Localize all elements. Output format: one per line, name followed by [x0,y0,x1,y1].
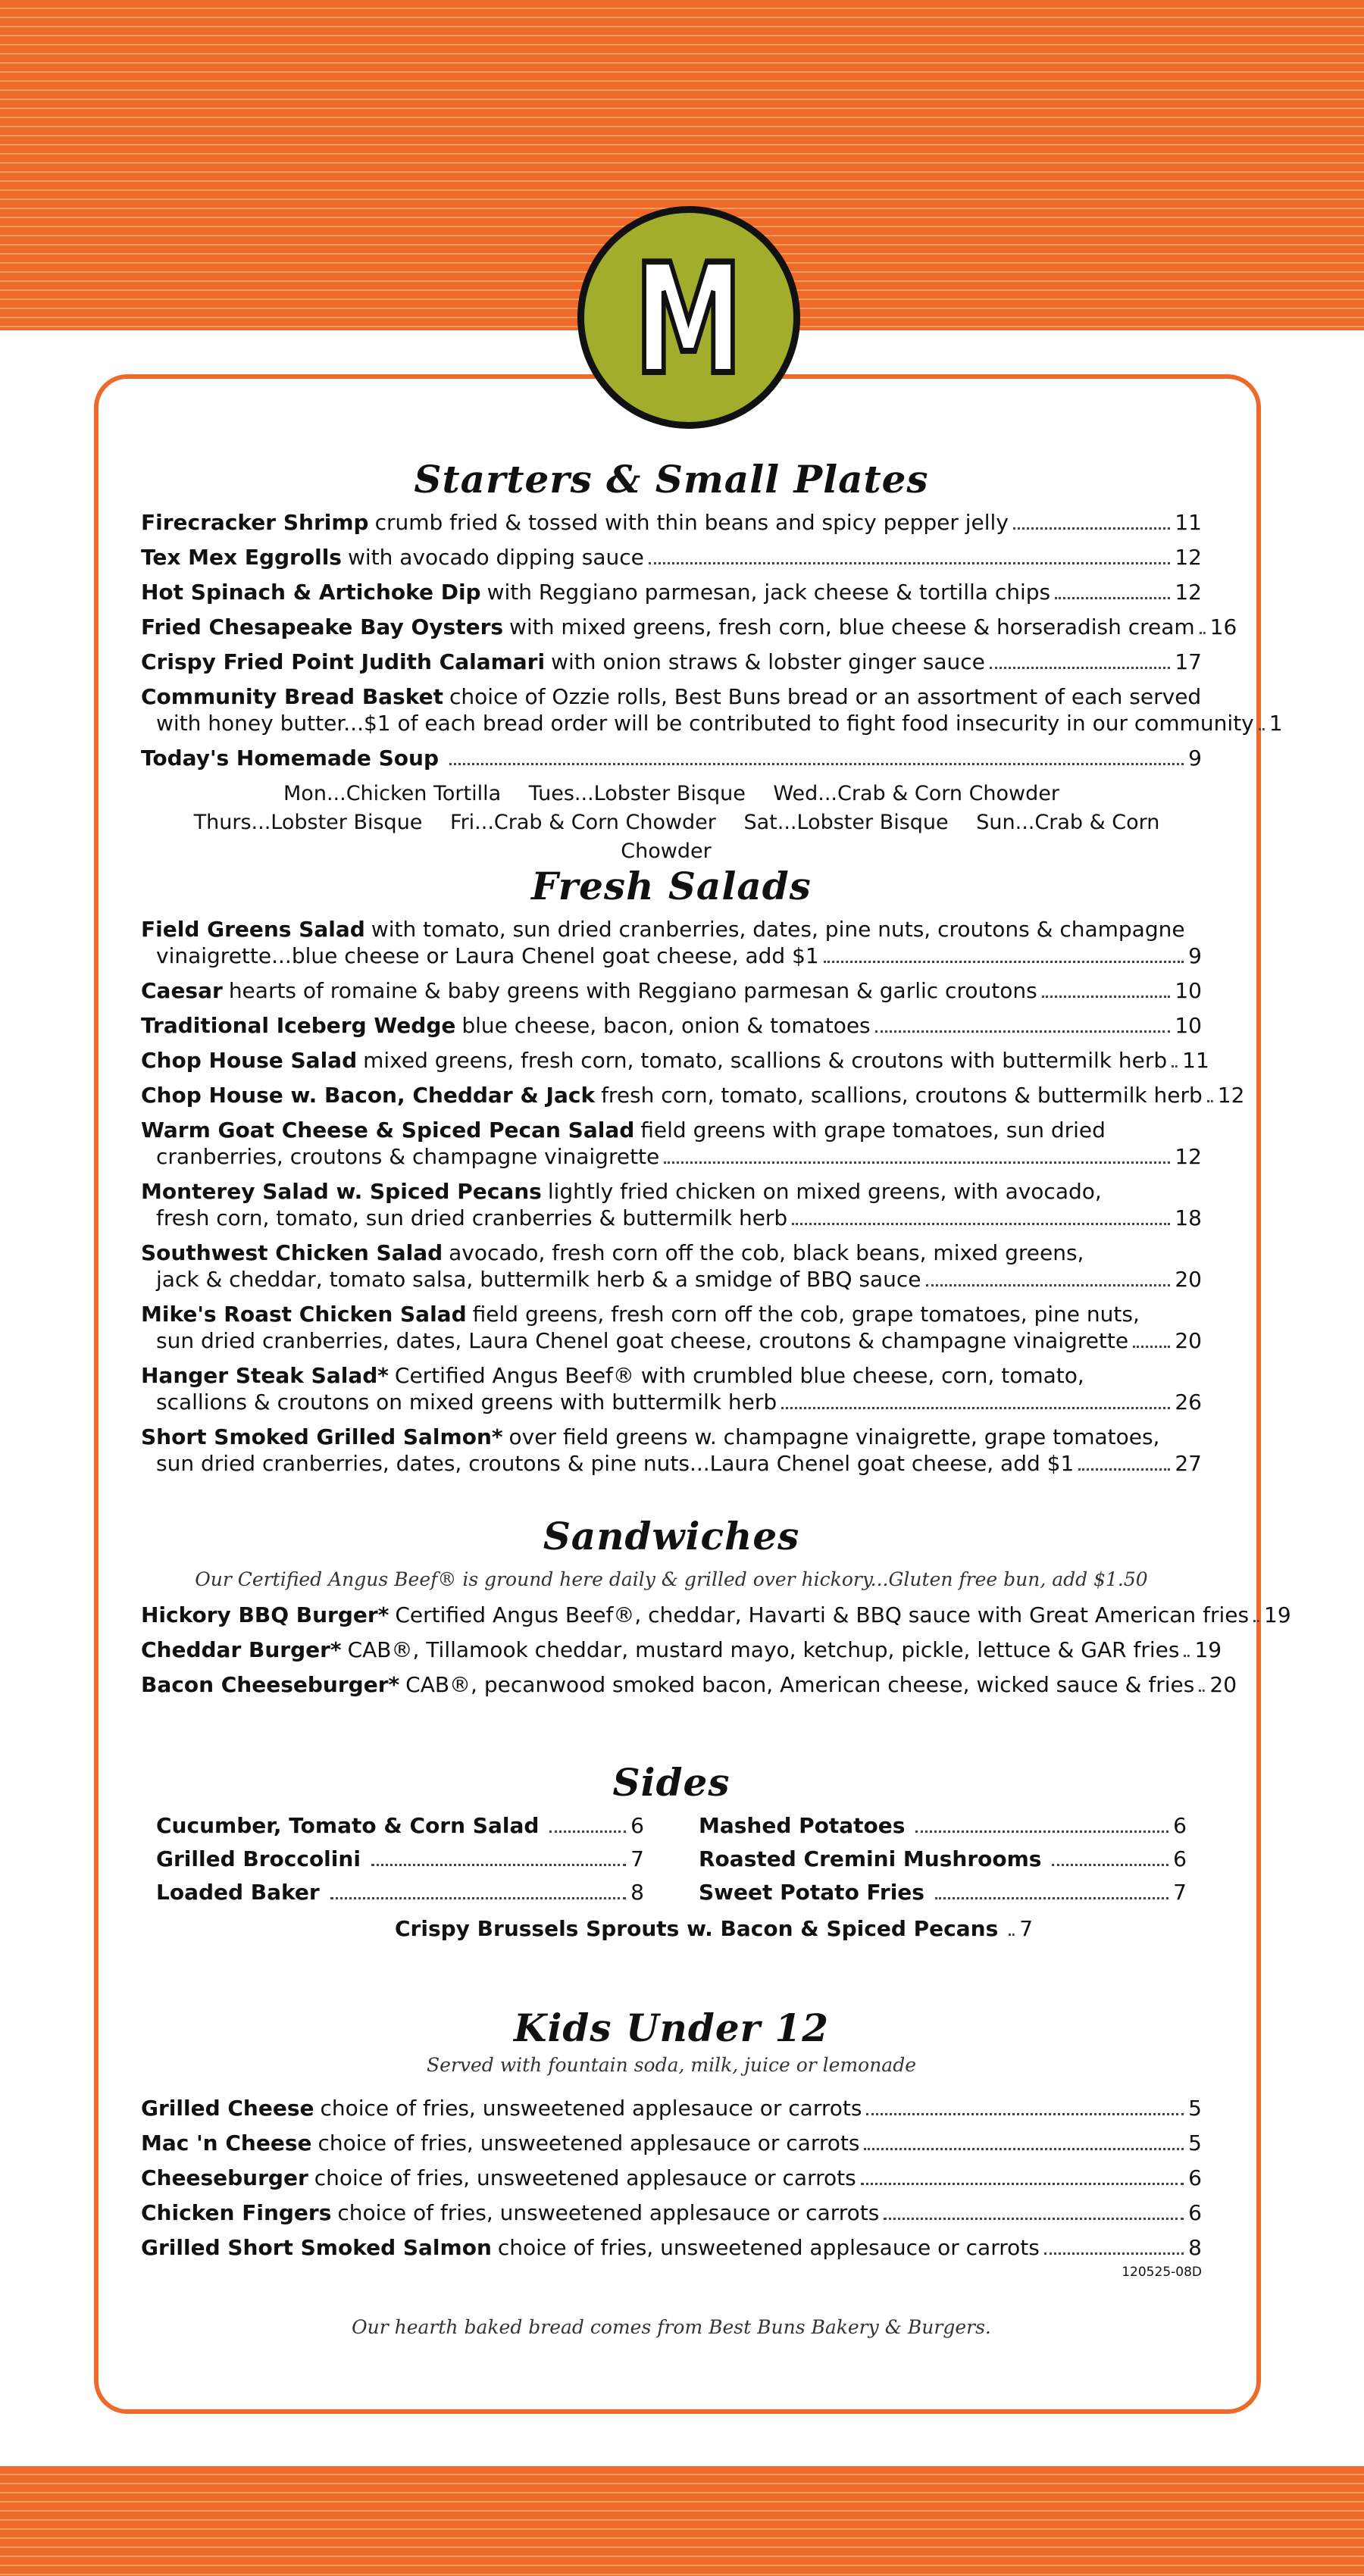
dot-leader [1009,1934,1015,1936]
soup-day: Tues...Lobster Bisque [528,782,746,805]
side-item [699,1846,1187,1872]
item-price: 8 [1188,2235,1202,2260]
section-title: Sides [612,1760,730,1805]
kids-list [141,2095,1202,2261]
item-first-line [141,509,1202,536]
item-name: Hanger Steak Salad* [141,1363,389,1388]
menu-code: 120525-08D [1122,2265,1202,2280]
item-name: Mike's Roast Chicken Salad [141,1302,467,1327]
menu-item [141,614,1237,640]
item-first-line [141,1082,1245,1108]
item-first-line [141,544,1202,571]
side-name: Sweet Potato Fries [699,1880,924,1905]
soup-days-row-2 [141,808,1202,866]
salads-list [141,916,1245,1477]
item-first-line [141,649,1202,675]
menu-item [141,1240,1202,1293]
item-continued-line [141,943,1202,969]
item-name: Community Bread Basket [141,684,443,709]
menu-item [141,1117,1202,1170]
menu-item [141,1602,1291,1628]
section-title: Fresh Salads [531,864,812,908]
sides-left-column [156,1812,644,1912]
menu-item [141,1047,1209,1074]
item-name: Chop House Salad [141,1048,358,1073]
item-first-line [141,1117,1202,1143]
item-description: choice of fries, unsweetened applesauce or carrots [320,2096,862,2121]
item-price: 9 [1188,943,1202,968]
logo-letter: M [634,232,743,408]
item-description: fresh corn, tomato, sun dried cranberries & buttermilk herb [156,1205,788,1230]
item-name: Crispy Fried Point Judith Calamari [141,649,546,674]
dot-leader [1052,1864,1168,1866]
dot-leader [1042,996,1171,998]
side-name: Loaded Baker [156,1880,320,1905]
bread-footnote: Our hearth baked bread comes from Best Buns Bakery & Burgers. [352,2316,991,2338]
dot-leader [664,1161,1170,1164]
item-price: 20 [1175,1328,1202,1353]
item-price: 12 [1175,580,1202,605]
item-name: Grilled Short Smoked Salmon [141,2235,492,2260]
item-first-line [141,1671,1237,1698]
kids-section [141,2005,1202,2280]
item-description: choice of fries, unsweetened applesauce or carrots [318,2131,860,2156]
item-name: Warm Goat Cheese & Spiced Pecan Salad [141,1118,635,1143]
item-first-line [141,2199,1202,2226]
item-first-line [141,2165,1202,2191]
dot-leader [926,1284,1171,1286]
dot-leader [1044,2252,1184,2255]
soup-day: Mon...Chicken Tortilla [283,782,502,805]
item-description: over field greens w. champagne vinaigrette, grape tomatoes, [508,1424,1160,1449]
item-description: fresh corn, tomato, scallions, croutons & buttermilk herb [601,1083,1203,1108]
side-item [156,1846,644,1872]
item-description: crumb fried & tossed with thin beans and spicy pepper jelly [374,510,1009,535]
item-description: sun dried cranberries, dates, croutons & pine nuts...Laura Chenel goat cheese, add $1 [156,1451,1075,1476]
item-first-line [141,1424,1202,1450]
item-name: Bacon Cheeseburger* [141,1672,400,1697]
side-price: 6 [630,1813,644,1838]
item-first-line [141,579,1202,605]
item-first-line [141,1047,1209,1074]
side-item [156,1812,644,1839]
dot-leader [824,961,1184,963]
dot-leader [1013,527,1170,530]
side-item [395,1915,1034,1942]
item-continued-line [141,1143,1202,1170]
item-price: 11 [1175,510,1202,535]
sandwiches-note: Our Certified Angus Beef® is ground here daily & grilled over hickory...Gluten free bun, add $1.50 [195,1568,1148,1590]
menu-item [141,1671,1237,1698]
item-description: with Reggiano parmesan, jack cheese & tortilla chips [486,580,1051,605]
side-price: 6 [1173,1813,1187,1838]
bottom-stripe-band [0,2466,1364,2576]
dot-leader [1259,728,1265,730]
dot-leader [1199,1690,1205,1692]
menu-item [141,1178,1202,1231]
menu-item [141,2165,1202,2191]
item-description: jack & cheddar, tomato salsa, buttermilk herb & a smidge of BBQ sauce [156,1267,921,1292]
soup-day: Thurs...Lobster Bisque [193,811,423,834]
item-description: choice of fries, unsweetened applesauce or carrots [314,2165,856,2190]
dot-leader [330,1897,626,1899]
item-continued-line [141,1327,1202,1354]
side-item [699,1812,1187,1839]
menu-item [141,1362,1202,1415]
menu-item [141,916,1202,969]
item-name: Monterey Salad w. Spiced Pecans [141,1179,542,1204]
dot-leader [549,1830,626,1833]
menu-item [141,745,1202,771]
sandwiches-list [141,1602,1291,1698]
item-continued-line [141,1205,1202,1231]
item-name: Mac 'n Cheese [141,2131,312,2156]
item-first-line [141,916,1202,943]
dot-leader [649,562,1170,564]
dot-leader [935,1897,1168,1899]
item-name: Short Smoked Grilled Salmon* [141,1424,503,1449]
item-first-line [141,2130,1202,2156]
item-price: 19 [1194,1637,1222,1662]
dot-leader [884,2218,1184,2220]
item-price: 18 [1175,1205,1202,1230]
item-name: Southwest Chicken Salad [141,1240,443,1265]
item-price: 5 [1188,2131,1202,2156]
dot-leader [1133,1346,1170,1348]
dot-leader [1207,1100,1213,1102]
menu-item [141,1082,1245,1108]
item-name: Field Greens Salad [141,917,365,942]
item-name: Traditional Iceberg Wedge [141,1013,456,1038]
item-first-line [141,977,1202,1004]
item-first-line [141,1301,1202,1327]
item-name: Cheddar Burger* [141,1637,342,1662]
item-description: cranberries, croutons & champagne vinaigrette [156,1144,660,1169]
item-description: field greens, fresh corn off the cob, grape tomatoes, pine nuts, [472,1302,1140,1327]
item-description: choice of fries, unsweetened applesauce or carrots [337,2200,880,2225]
dot-leader [371,1864,626,1866]
item-name: Cheeseburger [141,2165,308,2190]
side-price: 6 [1173,1846,1187,1871]
section-title: Starters & Small Plates [414,457,929,502]
footnote-block [141,2314,1202,2340]
item-description: with mixed greens, fresh corn, blue cheese & horseradish cream [509,614,1195,639]
item-name: Chop House w. Bacon, Cheddar & Jack [141,1083,596,1108]
item-first-line [141,1602,1291,1628]
item-price: 6 [1188,2200,1202,2225]
item-description: sun dried cranberries, dates, Laura Chenel goat cheese, croutons & champagne vinaigrette [156,1328,1129,1353]
side-price: 7 [1019,1916,1034,1941]
side-name: Grilled Broccolini [156,1846,361,1871]
item-continued-line [141,1266,1202,1293]
dot-leader [449,763,1184,765]
menu-item [141,2130,1202,2156]
item-price: 10 [1175,1013,1202,1038]
item-continued-line [141,710,1283,736]
dot-leader [1055,597,1170,599]
side-name: Mashed Potatoes [699,1813,906,1838]
section-title: Sandwiches [543,1514,800,1558]
section-title: Kids Under 12 [513,2005,830,2050]
item-price: 1 [1269,711,1283,736]
item-description: blue cheese, bacon, onion & tomatoes [461,1013,871,1038]
item-continued-line [141,1389,1202,1415]
menu-item [141,2095,1202,2121]
item-first-line [141,1637,1222,1663]
item-price: 19 [1264,1602,1291,1627]
item-price: 11 [1182,1048,1209,1073]
item-description: scallions & croutons on mixed greens with buttermilk herb [156,1390,777,1415]
item-first-line [141,2234,1202,2261]
item-price: 5 [1188,2096,1202,2121]
sides-center-row [141,1915,1202,1942]
item-price: 12 [1175,545,1202,570]
menu-item [141,579,1202,605]
menu-item [141,509,1202,536]
dot-leader [864,2148,1184,2150]
soup-days-row-1 [141,780,1202,808]
item-description: choice of Ozzie rolls, Best Buns bread or an assortment of each served [449,684,1202,709]
item-first-line [141,1362,1202,1389]
side-item [156,1879,644,1905]
dot-leader [1253,1620,1259,1622]
sides-right-column [699,1812,1187,1912]
dot-leader [1078,1468,1170,1471]
item-description: choice of fries, unsweetened applesauce or carrots [497,2235,1040,2260]
item-price: 12 [1217,1083,1245,1108]
item-name: Chicken Fingers [141,2200,332,2225]
side-name: Crispy Brussels Sprouts w. Bacon & Spiced Pecans [395,1916,999,1941]
item-name: Fried Chesapeake Bay Oysters [141,614,504,639]
item-name: Grilled Cheese [141,2096,314,2121]
item-description: with onion straws & lobster ginger sauce [551,649,985,674]
item-name: Hot Spinach & Artichoke Dip [141,580,481,605]
logo-badge [577,206,800,429]
item-description: vinaigrette...blue cheese or Laura Chenel goat cheese, add $1 [156,943,819,968]
item-description: lightly fried chicken on mixed greens, with avocado, [547,1179,1102,1204]
soup-day: Wed...Crab & Corn Chowder [773,782,1059,805]
dot-leader [1172,1065,1178,1068]
item-first-line [141,1012,1202,1039]
item-description: mixed greens, fresh corn, tomato, scallions & croutons with buttermilk herb [363,1048,1168,1073]
item-price: 17 [1175,649,1202,674]
dot-leader [990,667,1170,669]
item-description: Certified Angus Beef®, cheddar, Havarti & BBQ sauce with Great American fries [395,1602,1250,1627]
soup-day: Sat...Lobster Bisque [743,811,949,834]
item-price: 9 [1188,746,1202,771]
side-price: 7 [630,1846,644,1871]
sandwiches-section [141,1513,1291,1706]
item-name: Hickory BBQ Burger* [141,1602,389,1627]
dot-leader [781,1407,1170,1409]
item-name: Tex Mex Eggrolls [141,545,342,570]
side-name: Cucumber, Tomato & Corn Salad [156,1813,540,1838]
dot-leader [866,2113,1184,2115]
menu-item [141,1424,1202,1477]
dot-leader [1184,1655,1190,1657]
item-first-line [141,2095,1202,2121]
kids-note: Served with fountain soda, milk, juice or lemonade [426,2054,917,2076]
item-first-line [141,614,1237,640]
sides-grid [141,1812,1202,1912]
dot-leader [875,1030,1171,1033]
item-name: Today's Homemade Soup [141,746,439,771]
item-name: Firecracker Shrimp [141,510,369,535]
item-description: CAB®, Tillamook cheddar, mustard mayo, ketchup, pickle, lettuce & GAR fries [347,1637,1180,1662]
menu-item [141,977,1202,1004]
item-continued-line [141,1450,1202,1477]
item-price: 26 [1175,1390,1202,1415]
item-first-line [141,683,1202,710]
soup-day: Fri...Crab & Corn Chowder [450,811,716,834]
item-first-line [141,1178,1202,1205]
item-price: 6 [1188,2165,1202,2190]
item-description: with honey butter...$1 of each bread order will be contributed to fight food insecurity in our community [156,711,1254,736]
item-description: with avocado dipping sauce [347,545,644,570]
menu-item [141,1012,1202,1039]
starters-list [141,509,1283,771]
item-price: 10 [1175,978,1202,1003]
item-description: hearts of romaine & baby greens with Reggiano parmesan & garlic croutons [228,978,1037,1003]
item-description: CAB®, pecanwood smoked bacon, American cheese, wicked sauce & fries [405,1672,1195,1697]
item-price: 20 [1209,1672,1237,1697]
menu-item [141,2199,1202,2226]
side-price: 8 [630,1880,644,1905]
starters-section [141,456,1283,866]
item-description: avocado, fresh corn off the cob, black beans, mixed greens, [449,1240,1084,1265]
item-name: Caesar [141,978,223,1003]
dot-leader [792,1223,1170,1225]
menu-item [141,1637,1222,1663]
side-name: Roasted Cremini Mushrooms [699,1846,1042,1871]
item-price: 20 [1175,1267,1202,1292]
dot-leader [915,1830,1168,1833]
side-price: 7 [1173,1880,1187,1905]
item-first-line [141,745,1202,771]
salads-section [141,863,1245,1485]
item-price: 16 [1209,614,1237,639]
menu-item [141,649,1202,675]
item-first-line [141,1240,1202,1266]
menu-item [141,683,1283,736]
soup-day: Sun...Crab & Corn Chowder [621,811,1160,863]
item-price: 12 [1175,1144,1202,1169]
menu-item [141,2234,1202,2261]
item-description: field greens with grape tomatoes, sun dried [640,1118,1106,1143]
item-description: with tomato, sun dried cranberries, dates, pine nuts, croutons & champagne [371,917,1185,942]
side-item [699,1879,1187,1905]
sides-section [141,1759,1202,1942]
menu-item [141,544,1202,571]
menu-item [141,1301,1202,1354]
item-description: Certified Angus Beef® with crumbled blue cheese, corn, tomato, [394,1363,1084,1388]
item-price: 27 [1175,1451,1202,1476]
dot-leader [1200,632,1206,634]
dot-leader [861,2183,1184,2185]
